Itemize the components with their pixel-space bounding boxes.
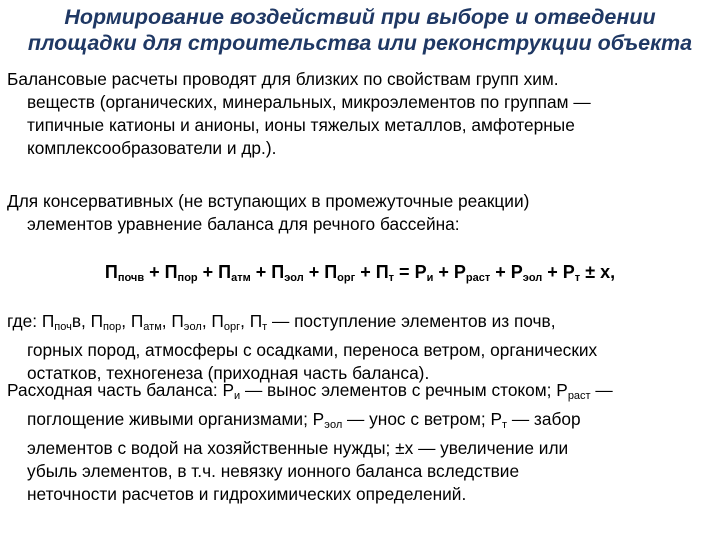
formula-subscript: эол	[522, 272, 543, 284]
formula-symbol: П	[218, 262, 232, 282]
formula-operator: +	[433, 262, 454, 282]
subscript: эол	[183, 321, 202, 333]
intro-line-4: комплексообразователи и др.).	[27, 138, 277, 158]
expense-line-5: неточности расчетов и гидрохимических определений.	[27, 484, 467, 504]
formula-tail: ± x,	[580, 262, 616, 282]
income-line-2: горных пород, атмосферы с осадками, переноса ветром, органических	[27, 340, 598, 360]
formula-operator: +	[355, 262, 376, 282]
expense-line-2	[7, 408, 613, 437]
subscript: эол	[324, 419, 343, 431]
text-run: , П	[161, 311, 184, 331]
formula-symbol: П	[271, 262, 285, 282]
expense-line-3: элементов с водой на хозяйственные нужды; ±x — увеличение или	[27, 438, 569, 458]
formula-symbol: Р	[453, 262, 466, 282]
subscript: раст	[567, 390, 591, 402]
subscript: орг	[223, 321, 241, 333]
text-run: , П	[201, 311, 224, 331]
expense-line-4: убыль элементов, в т.ч. невязку ионного баланса вследствие	[27, 461, 520, 481]
title-line-1: Нормирование воздействий при выборе и отведении	[64, 5, 656, 29]
formula-subscript: почв	[117, 272, 145, 284]
formula-symbol: П	[104, 262, 118, 282]
text-run: — вынос элементов с речным стоком; Р	[240, 380, 568, 400]
subscript: пор	[103, 321, 122, 333]
formula-symbol: Р	[414, 262, 427, 282]
text-run: — забор	[507, 409, 581, 429]
conservative-line-1: Для консервативных (не вступающих в промежуточные реакции)	[7, 191, 530, 211]
formula-symbol: Р	[562, 262, 575, 282]
intro-line-2: веществ (органических, минеральных, микроэлементов по группам —	[27, 92, 591, 112]
text-run: поглощение живыми организмами; Р	[27, 409, 325, 429]
text-run: — унос с ветром; Р	[342, 409, 502, 429]
formula-symbol: П	[164, 262, 178, 282]
formula-operator: +	[303, 262, 325, 282]
formula-symbol: Р	[510, 262, 523, 282]
text-run: где: П	[7, 311, 55, 331]
subscript: т	[501, 419, 508, 431]
text-run: — поступление элементов из почв,	[267, 311, 556, 331]
balance-equation	[0, 260, 720, 290]
subscript: и	[234, 390, 241, 402]
expense-paragraph	[7, 379, 613, 506]
slide-title	[0, 4, 720, 56]
formula-operator: +	[144, 262, 165, 282]
formula-subscript: и	[426, 272, 434, 284]
text-run: в, П	[71, 311, 104, 331]
intro-line-1: Балансовые расчеты проводят для близких по свойствам групп хим.	[7, 69, 559, 89]
intro-line-3: типичные катионы и анионы, ионы тяжелых металлов, амфотерные	[27, 115, 575, 135]
formula-operator: =	[394, 262, 415, 282]
conservative-line-2: элементов уравнение баланса для речного бассейна:	[27, 214, 460, 234]
text-run: , П	[240, 311, 263, 331]
subscript: поч	[54, 321, 72, 333]
formula-symbol: П	[375, 262, 389, 282]
income-paragraph	[7, 310, 597, 385]
text-run: Расходная часть баланса: Р	[7, 380, 234, 400]
conservative-paragraph	[7, 190, 529, 236]
formula-operator: +	[197, 262, 219, 282]
expense-line-1	[7, 379, 613, 408]
title-line-2: площадки для строительства или реконструкции объекта	[27, 31, 693, 55]
formula-subscript: т	[574, 272, 581, 284]
subscript: т	[262, 321, 268, 333]
formula-subscript: эол	[284, 272, 304, 284]
subscript: атм	[143, 321, 162, 333]
income-line-1	[7, 310, 597, 339]
formula-subscript: орг	[337, 272, 356, 284]
formula-subscript: раст	[465, 272, 491, 284]
formula-operator: +	[250, 262, 272, 282]
text-run: , П	[121, 311, 144, 331]
income-line-3: остатков, техногенеза (приходная часть баланса).	[27, 363, 430, 383]
formula-operator: +	[542, 262, 563, 282]
formula-subscript: пор	[177, 272, 198, 284]
formula-subscript: атм	[231, 272, 251, 284]
text-run: —	[590, 380, 613, 400]
formula-subscript: т	[388, 272, 395, 284]
formula-operator: +	[490, 262, 511, 282]
intro-paragraph	[7, 68, 591, 160]
formula-symbol: П	[324, 262, 338, 282]
